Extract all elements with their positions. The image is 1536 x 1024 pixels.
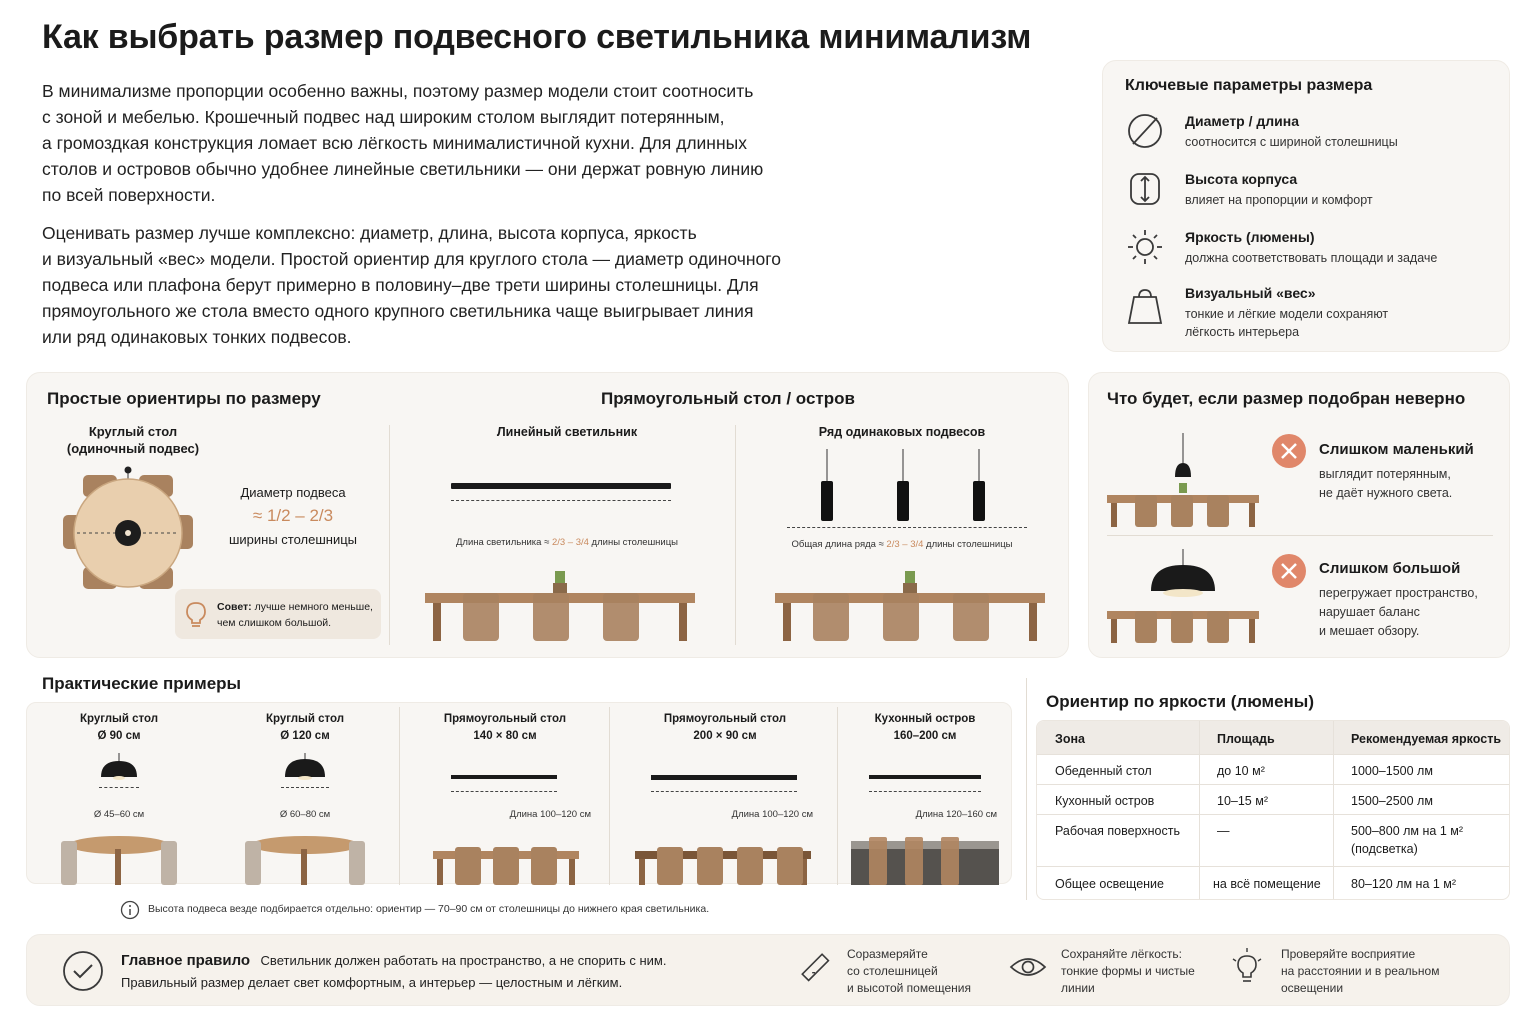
table-cell: до 10 м² (1217, 764, 1265, 778)
example-title: Кухонный остров 160–200 см (874, 713, 976, 742)
info-icon (120, 900, 140, 920)
table-header-cell: Площадь (1217, 732, 1275, 746)
table-cell: Рабочая поверхность (1055, 824, 1180, 838)
intro-paragraph-1: В минимализме пропорции особенно важны, поэтому размер модели стоит соотносить с зоной и мебелью. Крошечный подвес над широким столом выглядит потерянным, а громоздкая конструкция ломает всю лёгкость минималистичной кухни. Для длинных столов и островов обычно удобнее линейные светильники — они держат ровную линию по всей поверхности. (42, 81, 764, 205)
big-desc: перегружает пространство, нарушает баланс и мешает обзору. (1319, 586, 1478, 638)
divider (609, 707, 610, 885)
diameter-icon (1125, 111, 1167, 153)
example-label: Длина 120–160 см (915, 809, 997, 820)
height-icon (1125, 169, 1167, 211)
divider (1107, 535, 1493, 536)
diameter-guide (223, 485, 363, 547)
rule-tip: Соразмеряйте со столешницей и высотой помещения (847, 947, 971, 995)
small-lamp-illustration (1105, 433, 1261, 529)
table-header-row (1037, 721, 1510, 755)
key-params-card (1102, 60, 1510, 352)
table-cell: 10–15 м² (1217, 794, 1268, 808)
table-row (1037, 785, 1510, 815)
column-divider (1199, 721, 1200, 900)
column-divider (1333, 721, 1334, 900)
linear-label-a: Длина светильника ≈ (455, 537, 552, 548)
key-param-desc: соотносится с шириной столешницы (1185, 135, 1398, 149)
example-label: Длина 100–120 см (731, 809, 813, 820)
key-param-desc: влияет на пропорции и комфорт (1185, 193, 1373, 207)
table-cell: 80–120 лм на 1 м² (1351, 877, 1457, 891)
pendant-dome-icon (281, 753, 329, 787)
linear-lamp (869, 775, 981, 779)
key-param-title: Диаметр / длина (1185, 113, 1300, 129)
dim-line (651, 791, 797, 792)
bulb-icon (183, 599, 209, 629)
rule-text-2: Правильный размер делает свет комфортным, а интерьер — целостным и лёгким. (121, 975, 623, 990)
linear-label-c: длины столешницы (588, 537, 679, 548)
check-circle-icon (61, 949, 105, 993)
rect-title: Прямоугольный стол / остров (601, 389, 855, 408)
divider (399, 707, 400, 885)
rule-title: Главное правило (121, 952, 251, 969)
linear-lamp (451, 483, 671, 489)
linear-title: Линейный светильник (496, 425, 638, 439)
key-param-title: Высота корпуса (1185, 171, 1298, 187)
linear-label (407, 537, 727, 548)
intro-text (42, 78, 862, 350)
wrong-title: Что будет, если размер подобран неверно (1107, 389, 1466, 408)
pendant-row-illustration (807, 449, 1007, 525)
dim-line (869, 791, 981, 792)
divider (1026, 678, 1027, 900)
linear-lamp (451, 775, 557, 779)
brightness-title: Ориентир по яркости (люмены) (1046, 692, 1314, 711)
page-title: Как выбрать размер подвесного светильника минимализм (42, 18, 1032, 56)
dim-line (451, 791, 557, 792)
big-lamp-illustration (1105, 549, 1261, 645)
example-label: Длина 100–120 см (509, 809, 591, 820)
rule-tip: Проверяйте восприятие на расстоянии и в реальном освещении (1281, 947, 1440, 995)
table-cell: Кухонный остров (1055, 794, 1155, 808)
tip-box (175, 589, 381, 639)
brightness-table (1036, 720, 1510, 900)
dining-table-illustration (423, 563, 697, 643)
table-cell: — (1217, 824, 1230, 838)
pendant-dome-icon (95, 753, 143, 787)
diameter-label: Диаметр подвеса (240, 485, 346, 500)
close-icon (1271, 553, 1307, 589)
rule-text-1: Светильник должен работать на пространство, а не спорить с ним. (260, 953, 667, 968)
table-cell: Общее освещение (1055, 877, 1164, 891)
big-title: Слишком большой (1319, 560, 1461, 577)
examples-note: Высота подвеса везде подбирается отдельно: ориентир — 70–90 см от столешницы до нижнего края светильника. (148, 903, 710, 915)
wrong-size-card (1088, 372, 1510, 658)
key-params-title: Ключевые параметры размера (1125, 77, 1373, 94)
intro-paragraph-2: Оценивать размер лучше комплексно: диаметр, длина, высота корпуса, яркость и визуальный «вес» модели. Простой ориентир для круглого стола — диаметр одиночного подвеса или плафона берут примерно в половину–две трети ширины столешницы. Для прямоугольного же стола вместо одного крупного светильника чаще выигрывает линия или ряд одинаковых тонких подвесов. (42, 223, 782, 347)
table-row (1037, 815, 1510, 867)
kitchen-island-illustration (849, 831, 1001, 885)
divider (735, 425, 736, 645)
key-param-desc: должна соответствовать площади и задаче (1185, 251, 1438, 265)
close-icon (1271, 433, 1307, 469)
size-guides-card (26, 372, 1069, 658)
diameter-value: ≈ 1/2 – 2/3 (252, 506, 334, 525)
round-table-side-illustration (243, 831, 367, 885)
table-cell: 500–800 лм на 1 м² (подсветка) (1351, 824, 1464, 856)
linear-lamp (651, 775, 797, 780)
table-header-cell: Зона (1055, 732, 1085, 746)
table-row (1037, 755, 1510, 785)
tip-bold: Совет: (217, 601, 252, 613)
dining-table-illustration (431, 831, 581, 885)
eye-icon (1009, 953, 1047, 981)
table-cell: 1500–2500 лм (1351, 794, 1433, 808)
divider (837, 707, 838, 885)
example-title: Прямоугольный стол 140 × 80 см (443, 713, 567, 742)
small-desc: выглядит потерянным, не даёт нужного света. (1319, 467, 1453, 500)
dim-line (281, 787, 329, 788)
divider (389, 425, 390, 645)
dining-table-illustration (773, 563, 1047, 643)
round-table-title: Круглый стол (одиночный подвес) (66, 424, 200, 456)
rule-line-1 (121, 952, 666, 970)
small-title: Слишком маленький (1319, 441, 1474, 458)
key-param-desc: тонкие и лёгкие модели сохраняют лёгкость интерьера (1185, 307, 1389, 339)
table-cell: на всё помещение (1213, 877, 1321, 891)
example-label: Ø 60–80 см (279, 809, 331, 820)
dining-table-illustration (633, 831, 813, 885)
table-row (1037, 867, 1510, 900)
examples-title: Практические примеры (42, 674, 242, 693)
ruler-icon (797, 949, 833, 985)
row-title: Ряд одинаковых подвесов (818, 425, 986, 439)
rule-tip: Сохраняйте лёгкость: тонкие формы и чистые линии (1061, 947, 1195, 995)
tip-text (217, 599, 373, 631)
key-param-title: Визуальный «вес» (1185, 285, 1316, 301)
table-cell: 1000–1500 лм (1351, 764, 1433, 778)
diameter-sub: ширины столешницы (228, 532, 358, 547)
sun-icon (1125, 227, 1167, 269)
example-title: Круглый стол Ø 90 см (79, 713, 159, 742)
examples-card (26, 702, 1012, 884)
row-label-c: длины столешницы (923, 539, 1013, 550)
example-label: Ø 45–60 см (93, 809, 145, 820)
key-param-title: Яркость (люмены) (1185, 229, 1315, 245)
weight-icon (1125, 285, 1167, 327)
table-header-cell: Рекомендуемая яркость (1351, 732, 1501, 746)
row-label (747, 539, 1057, 550)
example-title: Прямоугольный стол 200 × 90 см (663, 713, 787, 742)
table-cell: Обеденный стол (1055, 764, 1152, 778)
dim-line (99, 787, 139, 788)
row-label-b: 2/3 – 3/4 (886, 539, 924, 550)
row-label-a: Общая длина ряда ≈ (791, 539, 887, 550)
linear-dim-line (451, 500, 671, 501)
row-dim-line (787, 527, 1027, 528)
linear-label-b: 2/3 – 3/4 (551, 537, 589, 548)
tip-body: лучше немного меньше, чем слишком большой. (217, 601, 373, 629)
guides-title: Простые ориентиры по размеру (47, 389, 321, 408)
example-title: Круглый стол Ø 120 см (265, 713, 345, 742)
main-rule-card (26, 934, 1510, 1006)
round-table-side-illustration (59, 831, 179, 885)
bulb-icon (1229, 947, 1265, 987)
